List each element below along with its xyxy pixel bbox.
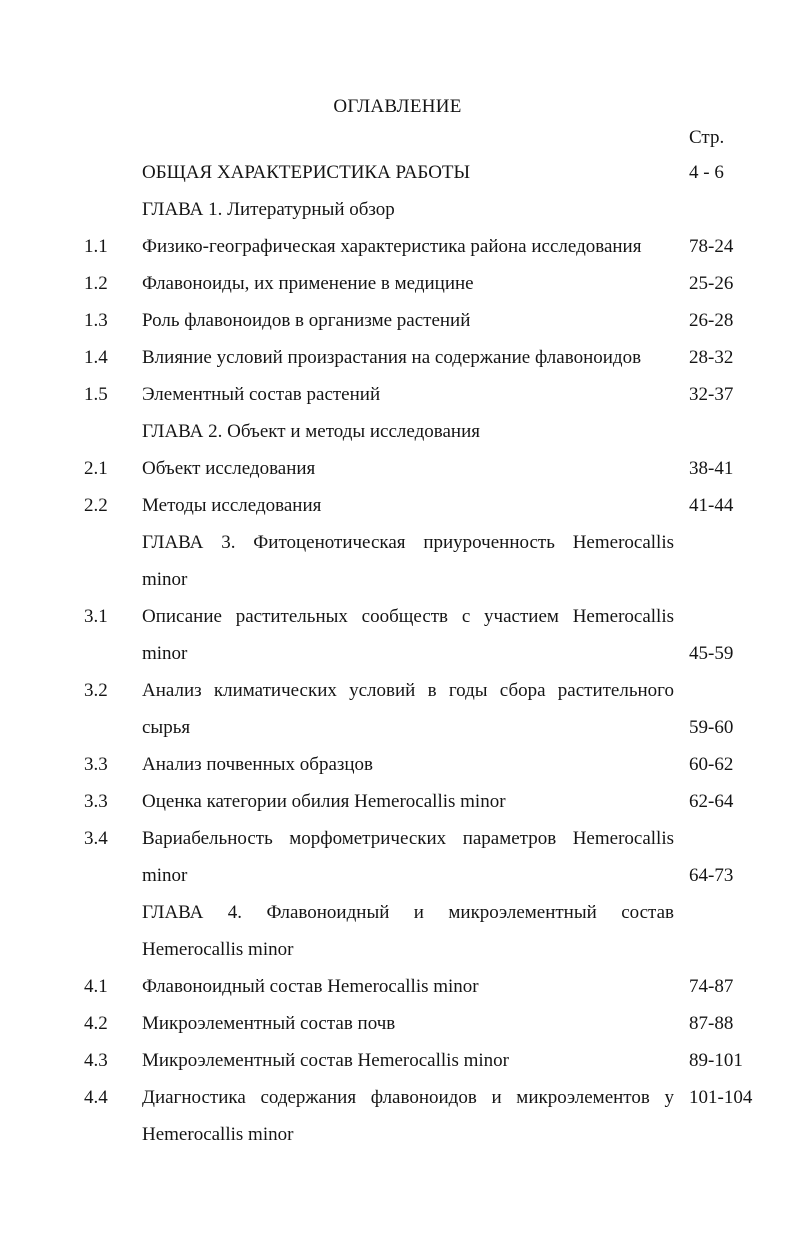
toc-entry-text: Флавоноиды, их применение в медицине [142,273,474,294]
toc-entry-text: Объект исследования [142,458,316,479]
toc-entry [0,454,795,484]
toc-chapter-1 [0,195,795,225]
toc-title: ОГЛАВЛЕНИЕ [333,96,462,117]
toc-entry-page: 25-26 [689,273,734,294]
toc-entry-general [0,158,795,188]
section-number: 4.1 [84,976,108,997]
toc-entry-page: 101-104 [689,1087,753,1108]
toc-entry-page: 64-73 [689,865,734,886]
toc-entry-text: Влияние условий произрастания на содержание флавоноидов [142,347,642,368]
section-number: 2.1 [84,458,108,479]
toc-entry [0,343,795,373]
toc-entry-page: 62-64 [689,791,734,812]
toc-entry-text: Элементный состав растений [142,384,381,405]
toc-entry-page: 45-59 [689,643,734,664]
toc-entry [0,269,795,299]
toc-entry-text: Методы исследования [142,495,322,516]
toc-entry-cont [0,713,795,743]
toc-entry-text-cont: сырья [142,717,191,738]
toc-entry-text: Диагностика содержания флавоноидов и микроэлементов у [142,1087,674,1108]
toc-entry-page: 74-87 [689,976,734,997]
toc-entry-cont [0,861,795,891]
toc-entry [0,1046,795,1076]
toc-entry-text: Анализ почвенных образцов [142,754,374,775]
toc-entry [0,380,795,410]
toc-entry-page: 78-24 [689,236,734,257]
toc-entry [0,824,795,854]
toc-entry-page: 87-88 [689,1013,734,1034]
toc-entry [0,306,795,336]
toc-entry-text-cont: Hemerocallis minor [142,1124,294,1145]
toc-entry-text: Микроэлементный состав Hemerocallis minor [142,1050,509,1071]
toc-entry-page: 38-41 [689,458,734,479]
toc-entry [0,972,795,1002]
section-number: 1.4 [84,347,108,368]
toc-entry-page: 41-44 [689,495,734,516]
toc-entry [0,602,795,632]
toc-chapter-4 [0,898,795,928]
toc-entry-text: Вариабельность морфометрических параметров Hemerocallis [142,828,674,849]
section-number: 1.2 [84,273,108,294]
toc-entry-page: 89-101 [689,1050,743,1071]
toc-entry-page: 26-28 [689,310,734,331]
toc-chapter-3 [0,528,795,558]
toc-entry-page: 28-32 [689,347,734,368]
chapter-title: ГЛАВА 4. Флавоноидный и микроэлементный состав [142,902,674,923]
toc-entry-text-cont: minor [142,643,188,664]
chapter-title: ГЛАВА 3. Фитоценотическая приуроченность Hemerocallis [142,532,674,553]
section-number: 1.3 [84,310,108,331]
toc-entry-text: ОБЩАЯ ХАРАКТЕРИСТИКА РАБОТЫ [142,162,471,183]
section-number: 4.3 [84,1050,108,1071]
toc-entry-text: Оценка категории обилия Hemerocallis minor [142,791,506,812]
toc-entry-text-cont: minor [142,865,188,886]
page-column-label: Стр. [689,127,725,148]
section-number: 3.3 [84,791,108,812]
section-number: 1.1 [84,236,108,257]
section-number: 3.3 [84,754,108,775]
toc-entry-text: Флавоноидный состав Hemerocallis minor [142,976,479,997]
toc-entry [0,232,795,262]
toc-entry-cont [0,1120,795,1150]
chapter-title: ГЛАВА 2. Объект и методы исследования [142,421,480,442]
toc-entry-page: 4 - 6 [689,162,724,183]
section-number: 4.4 [84,1087,108,1108]
toc-entry-text: Микроэлементный состав почв [142,1013,396,1034]
toc-entry-cont [0,639,795,669]
toc-entry-page: 32-37 [689,384,734,405]
toc-entry-page: 59-60 [689,717,734,738]
toc-entry [0,787,795,817]
toc-entry [0,1083,795,1113]
toc-chapter-3-cont [0,565,795,595]
toc-chapter-2 [0,417,795,447]
toc-entry [0,491,795,521]
toc-entry [0,1009,795,1039]
toc-entry-text: Описание растительных сообществ с участием Hemerocallis [142,606,674,627]
section-number: 3.2 [84,680,108,701]
toc-entry [0,750,795,780]
toc-entry [0,676,795,706]
toc-chapter-4-cont [0,935,795,965]
toc-entry-text: Физико-географическая характеристика района исследования [142,236,642,257]
section-number: 3.4 [84,828,108,849]
toc-entry-page: 60-62 [689,754,734,775]
section-number: 3.1 [84,606,108,627]
toc-entry-text: Роль флавоноидов в организме растений [142,310,471,331]
toc-entry-text: Анализ климатических условий в годы сбора растительного [142,680,674,701]
chapter-title-cont: minor [142,569,188,590]
chapter-title: ГЛАВА 1. Литературный обзор [142,199,395,220]
section-number: 1.5 [84,384,108,405]
chapter-title-cont: Hemerocallis minor [142,939,294,960]
section-number: 2.2 [84,495,108,516]
section-number: 4.2 [84,1013,108,1034]
